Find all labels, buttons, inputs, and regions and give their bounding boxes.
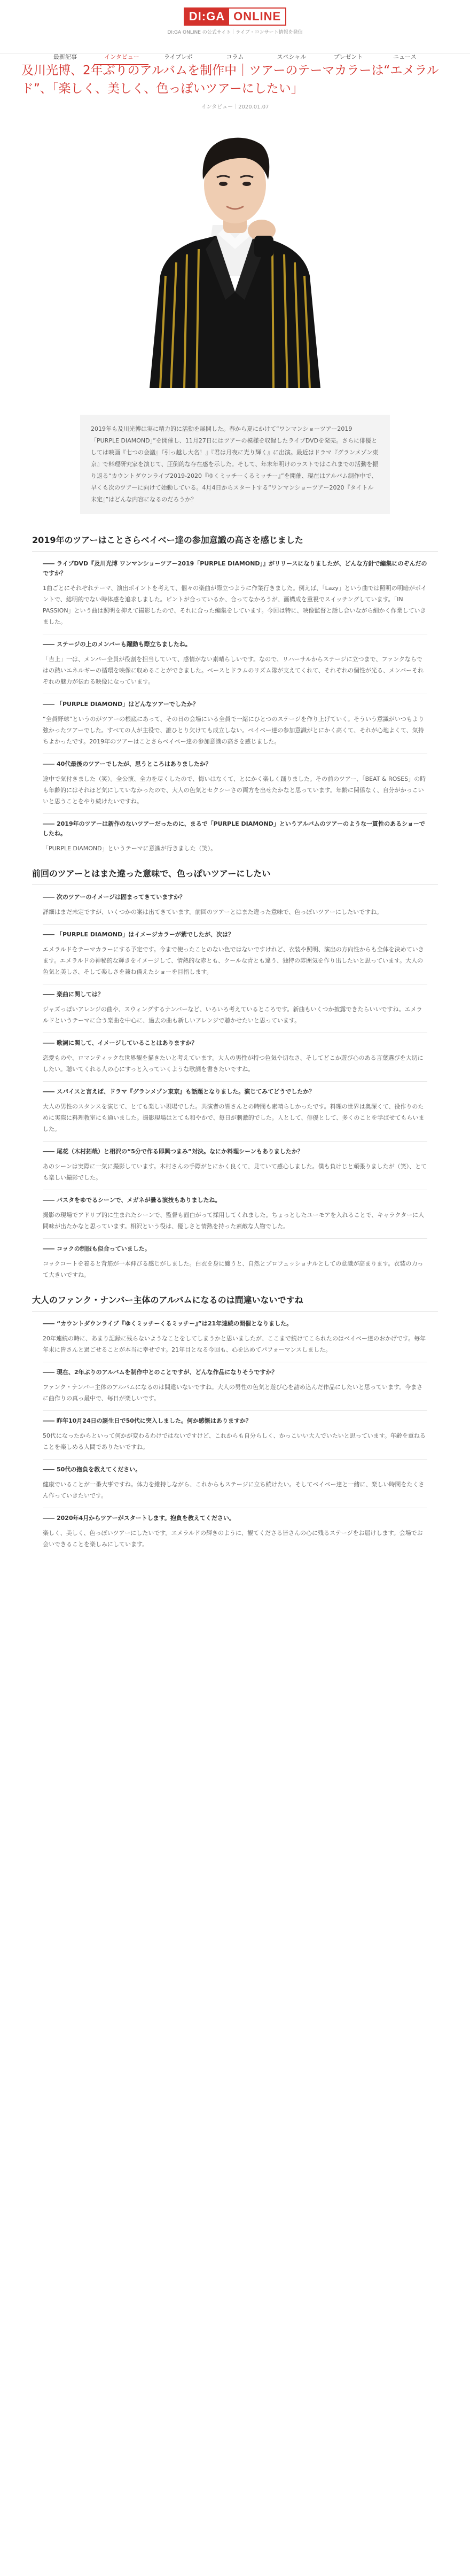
interview-question: ―― 50代の抱負を教えてください。	[43, 1466, 142, 1473]
interview-answer: 恋愛ものや、ロマンティックな世界観を描きたいと考えています。大人の男性が持つ色気や切なさ、そしてどこか遊び心のある言葉選びを大切にしたい。聴いてくれる人の心にすっと入っていくような歌詞を書きたいですね。	[43, 1054, 424, 1073]
interview-answer: 健康でいることが一番大事ですね。体力を維持しながら、これからもステージに立ち続けたい。そしてベイベー達と一緒に、楽しい時間をたくさん作っていきたいです。	[43, 1481, 425, 1499]
nav-item-column[interactable]: コラム	[226, 53, 244, 60]
interview-answer: “全員野球”というのがツアーの根底にあって、その日の会場にいる全員で一緒にひとつのステージを作り上げていく。そういう意識がいつもより強かったツアーでした。すべての人が主役で、誰ひとり欠けても成立しない。ベイベー達の参加意識がとにかく高くて、それが心地よくて、気持ちよかったです。2019年のツアーはことさらベイベー達の参加意識の高さを感じました。	[43, 716, 424, 745]
portrait-illustration	[85, 115, 385, 388]
intro-box: 2019年も及川光博は実に精力的に活動を展開した。春から夏にかけて“ワンマンショーツアー2019「PURPLE DIAMOND」”を開催し、11月27日にはツアーの模様を収録したライブDVDを発売。さらに俳優としては映画『七つの会議』『引っ越し大名！』『君は月夜に光り輝く』に出演。最近はドラマ『グランメゾン東京』で料理研究家を演じて、圧倒的な存在感を示した。そして、年末年明けのラストではこれまでの活動を振り返る“カウントダウンライブ2019-2020『ゆくミッチーくるミッチー』”を開催、現在はアルバム制作中で、早くも次のツアーに向けて始動している。4月4日からスタートする“ワンマンショーツアー2020『タイトル未定』”はどんな内容になるのだろうか？	[80, 415, 390, 514]
interview-question: ―― “カウントダウンライブ『ゆくミッチーくるミッチー』”は21年連続の開催となりました。	[43, 1320, 293, 1327]
interview-question: ―― ライブDVD『及川光博 ワンマンショーツアー2019「PURPLE DIAMOND」』がリリースになりましたが、どんな方針で編集にのぞんだのですか？	[43, 560, 427, 577]
interview-answer: 大人の男性のスタンスを演じて、とても楽しい現場でした。共演者の皆さんとの時間も素晴らしかったです。料理の世界は奥深くて、役作りのために実際に料理教室にも通いました。撮影現場はとても和やかで、毎日が刺激的でした。人として、俳優として、多くのことを学ばせてもらいました。	[43, 1103, 425, 1132]
article-section	[32, 1293, 438, 1550]
interview-question: ―― 2019年のツアーは新作のないツアーだったのに、まるで「PURPLE DIAMOND」というアルバムのツアーのような一貫性のあるショーでしたね。	[43, 820, 425, 837]
interview-answer: 20年連続の時に、あまり記録に残らないようなことをしてしまうかと思いましたが、ここまで続けてこられたのはベイベー達のおかげです。毎年年末に皆さんと過ごせることが本当に幸せです。21年目となる今回も、心を込めてパフォーマンスしました。	[43, 1335, 426, 1353]
hero-photo	[85, 115, 385, 388]
interview-answer: ジャズっぽいアレンジの曲や、スウィングするナンバーなど、いろいろ考えているところです。新曲もいくつか披露できたらいいですね。エメラルドというテーマに合う楽曲を中心に、過去の曲も新しいアレンジで聴かせたいと思っています。	[43, 1006, 422, 1024]
site-tagline: DI:GA ONLINE の公式サイト｜ライブ・コンサート情報を発信	[167, 30, 303, 35]
qa-divider	[43, 1238, 427, 1239]
logo-text-diga: DI:GA	[185, 9, 229, 25]
section-heading: 大人のファンク・ナンバー主体のアルバムになるのは間違いないですね	[32, 1293, 438, 1312]
interview-question: ―― 現在、2年ぶりのアルバムを制作中とのことですが、どんな作品になりそうですか？	[43, 1369, 278, 1376]
section-heading: 前回のツアーとはまた違った意味で、色っぽいツアーにしたい	[32, 867, 438, 885]
interview-question: ―― 40代最後のツアーでしたが、思うところはありましたか？	[43, 761, 212, 767]
interview-question: ―― 歌詞に関して、イメージしていることはありますか？	[43, 1039, 198, 1046]
interview-question: ―― パスタをゆでるシーンで、メガネが曇る演技もありましたね。	[43, 1197, 221, 1204]
qa-divider	[43, 1459, 427, 1460]
interview-answer: 撮影の現場でアドリブ的に生まれたシーンで、監督も面白がって採用してくれました。ちょっとしたユーモアを入れることで、キャラクターに人間味が出たかなと思っています。相沢という役は、優しさと情熱を持った素敵な人物でした。	[43, 1212, 425, 1230]
section-heading: 2019年のツアーはことさらベイベー達の参加意識の高さを感じました	[32, 533, 438, 552]
article-meta: インタビュー｜2020.01.07	[201, 104, 269, 110]
nav-item-latest[interactable]: 最新記事	[53, 53, 77, 60]
interview-question: ―― 昨年10月24日の誕生日で50代に突入しました。何か感慨はありますか？	[43, 1417, 252, 1424]
interview-question: ―― 楽曲に関しては？	[43, 991, 104, 998]
interview-answer: エメラルドをテーマカラーにする予定です。今まで使ったことのない色ではないですけれど、衣装や照明、演出の方向性からも全体を決めていきます。エメラルドの神秘的な輝きをイメージして、情熱的な赤とも、クールな青とも違う、独特の雰囲気を作り出したいと思っています。大人の色気と美しさ、そして楽しさを兼ね備えたショーを目指します。	[43, 946, 424, 975]
interview-answer: 途中で気付きました（笑）。全公演、全力を尽くしたので、悔いはなくて、とにかく楽しく踊りました。その前のツアー、「BEAT & ROSES」の時も年齢的にはそれほど気にしていなかったので、大人の色気とセクシーさの両方を出せたかなと思っています。年齢に関係なく、自分がかっこいいと思うことをやり続けたいですね。	[43, 775, 426, 805]
nav-item-news[interactable]: ニュース	[393, 53, 417, 60]
interview-answer: あのシーンは実際に一気に撮影しています。木村さんの手際がとにかく良くて、見ていて感心しました。僕も負けじと頑張りましたが（笑）、とても楽しい撮影でした。	[43, 1163, 427, 1181]
site-logo[interactable]	[184, 7, 286, 26]
interview-question: ―― 「PURPLE DIAMOND」はどんなツアーでしたか？	[43, 701, 199, 708]
article-section	[32, 867, 438, 1281]
article-section	[32, 533, 438, 854]
interview-answer: 楽しく、美しく、色っぽいツアーにしたいです。エメラルドの輝きのように、観てくださる皆さんの心に残るステージをお届けします。会場でお会いできることを楽しみにしています。	[43, 1530, 423, 1548]
qa-divider	[43, 1141, 427, 1142]
interview-answer: コックコートを着ると背筋が一本伸びる感じがしました。白衣を身に纏うと、自然とプロフェッショナルとしての意識が高まります。衣装の力って大きいですね。	[43, 1260, 424, 1278]
interview-answer: 詳細はまだ未定ですが、いくつかの案は出てきています。前回のツアーとはまた違った意味で、色っぽいツアーにしたいですね。	[43, 909, 383, 915]
qa-divider	[43, 1081, 427, 1082]
qa-divider	[43, 813, 427, 814]
nav-item-special[interactable]: スペシャル	[277, 53, 307, 60]
nav-item-present[interactable]: プレゼント	[333, 53, 363, 60]
site-header	[0, 0, 470, 60]
interview-question: ―― 「PURPLE DIAMOND」はイメージカラーが紫でしたが、次は？	[43, 931, 234, 938]
interview-answer: 「PURPLE DIAMOND」というテーマに意識が行きました（笑）。	[43, 845, 217, 852]
interview-question: ―― コックの制服も似合っていました。	[43, 1245, 151, 1252]
logo-text-online: ONLINE	[229, 9, 285, 25]
nav-item-interview[interactable]: インタビュー	[95, 52, 148, 65]
interview-question: ―― 2020年4月からツアーがスタートします。抱負を教えてください。	[43, 1515, 235, 1522]
nav-item-live-report[interactable]: ライブレポ	[164, 53, 193, 60]
article	[21, 61, 449, 1550]
interview-question: ―― 尾花（木村拓哉）と相沢の“5分で作る即興つまみ”対決。なにか料理シーンもありましたか？	[43, 1148, 303, 1155]
article-title: 及川光博、2年ぶりのアルバムを制作中｜ツアーのテーマカラーは“エメラルド”、「楽しく、美しく、色っぽいツアーにしたい」	[21, 64, 439, 96]
interview-answer: ファンク・ナンバー主体のアルバムになるのは間違いないですね。大人の男性の色気と遊び心を詰め込んだ作品にしたいと思っています。今まさに曲作りの真っ最中で、毎日が楽しいです。	[43, 1384, 423, 1402]
qa-divider	[43, 924, 427, 925]
interview-answer: 50代になったからといって何かが変わるわけではないですけど、これからも自分らしく、かっこいい大人でいたいと思っています。年齢を重ねることを楽しめる人間でありたいですね。	[43, 1432, 426, 1450]
interview-question: ―― 次のツアーのイメージは固まってきていますか？	[43, 894, 186, 901]
interview-answer: 「吉上」一は、メンバー全員が役割を担当していて、感情がない素晴らしいです。なので、リハーサルからステージに立つまで、ファンクならではの熱いエネルギーの循環を映像に収めることができました。ベースとドラムのリズム隊が支えてくれて、それぞれの個性が光る、メンバーそれぞれの魅力が伝わる映像になっています。	[43, 656, 424, 685]
interview-question: ―― ステージの上のメンバーも躍動も際立ちましたね。	[43, 641, 191, 648]
interview-question: ―― スパイスと言えば、ドラマ『グランメゾン東京』も話題となりました。演じてみてどうでしたか？	[43, 1088, 315, 1095]
interview-answer: 1曲ごとにそれぞれテーマ、演出ポイントを考えて、個々の楽曲が際立つように作業行きました。例えば、「Lazy」という曲では照明の明暗がポイントで、総明的でない時体感を追求しました。ピントが合っているか、合ってなかろうが、画構成を重視でスイッチングしています。「IN PASSION」という曲は照明を抑えて撮影したので、それに合った編集をしています。今回は特に、映像監督と話し合いながら細かく作業していきました。	[43, 585, 427, 625]
qa-divider	[43, 1410, 427, 1411]
